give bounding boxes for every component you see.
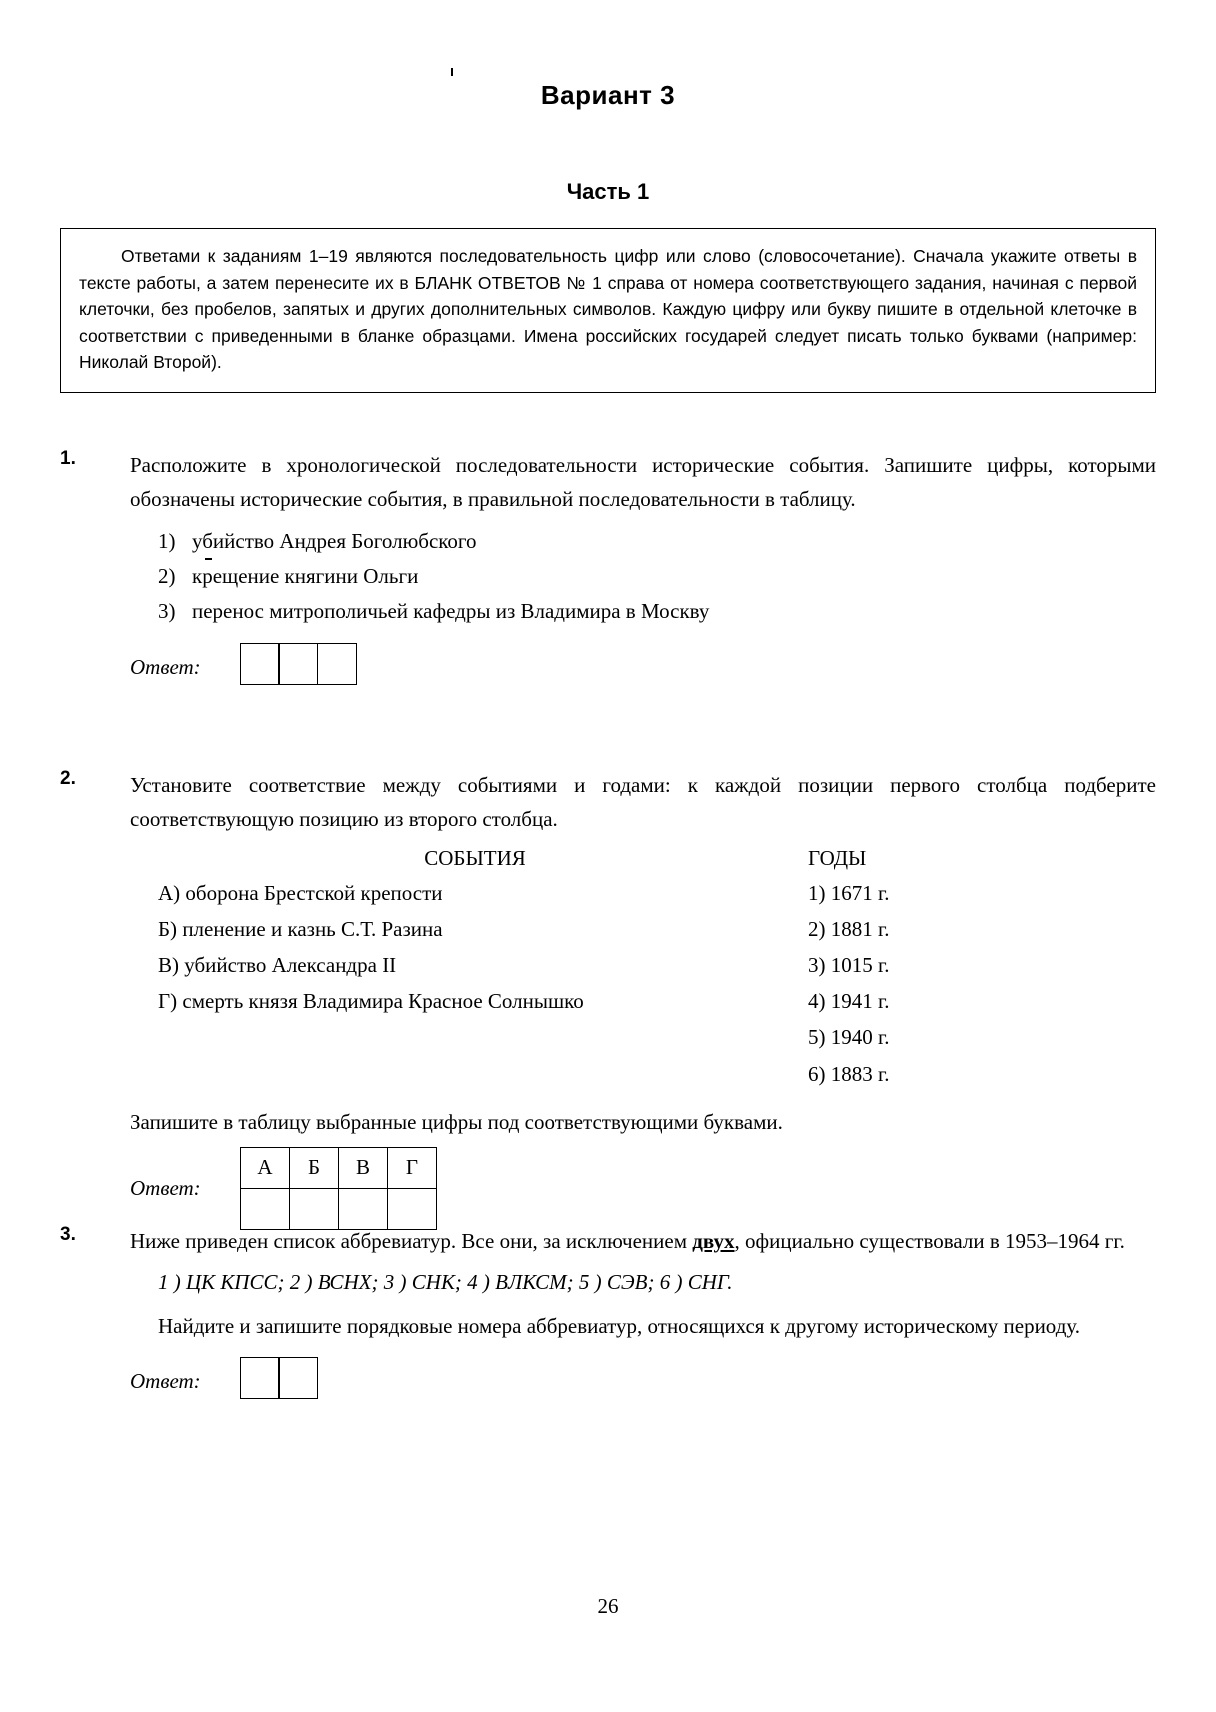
- event-item: [130, 875, 750, 911]
- column-header-events: СОБЫТИЯ: [424, 846, 526, 871]
- year-text: 1940 г.: [830, 1025, 890, 1050]
- task-3-prompt-part2: , официально существовали в 1953–1964 гг.: [734, 1229, 1125, 1253]
- event-item: [130, 983, 750, 1019]
- task-2-instruction-after: Запишите в таблицу выбранные цифры под соответствующими буквами.: [130, 1109, 783, 1134]
- year-text: 1881 г.: [830, 917, 890, 942]
- grid-letter-cell: Б: [290, 1147, 339, 1188]
- answer-cell[interactable]: [278, 643, 318, 685]
- year-text: 1015 г.: [830, 953, 890, 978]
- task-3: [60, 1224, 1156, 1399]
- year-item: [750, 983, 1050, 1019]
- option-number: 2): [158, 563, 176, 588]
- list-item: [130, 559, 1156, 594]
- year-number: 2): [808, 917, 826, 942]
- task-3-abbreviation-list: 1 ) ЦК КПСС; 2 ) ВСНХ; 3 ) СНК; 4 ) ВЛКСМ; 5 ) СЭВ; 6 ) СНГ.: [158, 1270, 733, 1295]
- event-letter: Б): [158, 917, 178, 942]
- matching-headers: [130, 846, 1156, 871]
- task-3-find-instruction: [130, 1309, 1156, 1343]
- task-3-prompt-part1: Ниже приведен список аббревиатур. Все они, за исключением: [130, 1229, 693, 1253]
- task-3-answer-cells[interactable]: [240, 1357, 318, 1399]
- event-letter: В): [158, 953, 179, 978]
- year-item: [750, 1056, 1050, 1092]
- table-row: [130, 1019, 1156, 1055]
- task-3-body: [130, 1224, 1156, 1399]
- year-item: [750, 1019, 1050, 1055]
- column-header-years: ГОДЫ: [808, 846, 867, 871]
- answer-label: Ответ:: [130, 654, 201, 679]
- answer-cell[interactable]: [317, 643, 357, 685]
- print-tick-mark: [451, 68, 453, 76]
- year-text: 1883 г.: [830, 1061, 890, 1086]
- event-text: смерть князя Владимира Красное Солнышко: [182, 989, 584, 1014]
- page-title: Вариант 3: [540, 80, 676, 110]
- task-2-body: [130, 768, 1156, 1230]
- year-number: 5): [808, 1025, 826, 1050]
- year-item: [750, 911, 1050, 947]
- task-3-prompt-emphasis: двух: [692, 1229, 735, 1253]
- grid-letter-cell: Г: [388, 1147, 437, 1188]
- page-number: 26: [597, 1594, 619, 1618]
- event-item: [130, 947, 750, 983]
- task-3-number: 3.: [60, 1224, 76, 1245]
- task-1-answer-row: [130, 643, 1156, 685]
- task-1-body: [130, 448, 1156, 685]
- year-item: [750, 875, 1050, 911]
- option-number: 3): [158, 598, 176, 623]
- table-row: [130, 947, 1156, 983]
- table-row: [130, 983, 1156, 1019]
- event-letter: А): [158, 881, 181, 906]
- answer-cell[interactable]: [240, 1357, 280, 1399]
- event-text: убийство Александра II: [184, 953, 397, 978]
- task-1-number: 1.: [60, 448, 76, 469]
- event-item-empty: [130, 1019, 750, 1055]
- task-2-answer-row: [130, 1147, 1156, 1230]
- task-1: [60, 448, 1156, 685]
- table-row: [130, 875, 1156, 911]
- year-number: 1): [808, 881, 826, 906]
- task-3-prompt: [130, 1224, 1156, 1258]
- event-text: оборона Брестской крепости: [185, 881, 443, 906]
- answer-label: Ответ:: [130, 1175, 201, 1200]
- task-2-answer-grid[interactable]: [240, 1147, 437, 1230]
- answer-cell[interactable]: [240, 643, 280, 685]
- grid-letter-cell: В: [339, 1147, 388, 1188]
- year-text: 1941 г.: [830, 989, 890, 1014]
- year-number: 4): [808, 989, 826, 1014]
- year-text: 1671 г.: [830, 881, 890, 906]
- year-number: 6): [808, 1061, 826, 1086]
- year-number: 3): [808, 953, 826, 978]
- table-row: [130, 911, 1156, 947]
- answer-label: Ответ:: [130, 1369, 201, 1394]
- task-2: [60, 768, 1156, 1230]
- grid-letter-cell: А: [241, 1147, 290, 1188]
- event-item: [130, 911, 750, 947]
- event-text: пленение и казнь С.Т. Разина: [182, 917, 443, 942]
- event-item-empty: [130, 1056, 750, 1092]
- option-text: перенос митрополичьей кафедры из Владимира в Москву: [192, 598, 710, 623]
- table-row: [130, 1056, 1156, 1092]
- task-2-prompt: Установите соответствие между событиями и годами: к каждой позиции первого столбца подберите соответствующую позицию из второго столбца.: [130, 773, 1156, 832]
- grid-header-row: [241, 1147, 437, 1188]
- list-item: [130, 594, 1156, 629]
- task-2-number: 2.: [60, 768, 76, 789]
- task-3-find-part1: Найдите и запишите: [158, 1314, 347, 1339]
- option-text: убийство Андрея Боголюбского: [192, 529, 477, 554]
- task-1-answer-cells[interactable]: [240, 643, 357, 685]
- list-item: [130, 524, 1156, 559]
- task-3-answer-row: [130, 1357, 1156, 1399]
- option-text: крещение княгини Ольги: [192, 563, 419, 588]
- task-1-options: [130, 524, 1156, 629]
- task-3-find-part2: аббревиатур, относящихся к другому историческому периоду.: [521, 1314, 1081, 1339]
- task-3-find-emphasis: порядковые номера: [346, 1314, 522, 1339]
- instruction-box: [60, 228, 1156, 393]
- task-1-prompt: Расположите в хронологической последовательности исторические события. Запишите цифры, которыми обозначены исторические события, в правильной последовательности в таблицу.: [130, 453, 1156, 512]
- answer-cell[interactable]: [278, 1357, 318, 1399]
- task-2-matching-table: [130, 846, 1156, 1092]
- option-number: 1): [158, 529, 176, 554]
- part-heading: Часть 1: [566, 179, 650, 204]
- instruction-text: Ответами к заданиям 1–19 являются последовательность цифр или слово (словосочетание). Сначала укажите ответы в тексте работы, а затем перенесите их в БЛАНК ОТВЕТОВ № 1 справа от номера соответствующего задания, начиная с первой клеточки, без пробелов, запятых и других дополнительных символов. Каждую цифру или букву пишите в отдельной клеточке в соответствии с приведенными в бланке образцами. Имена российских государей следует писать только буквами (например: Николай Второй).: [79, 246, 1137, 373]
- print-tick-mark-2: [205, 558, 212, 560]
- event-letter: Г): [158, 989, 178, 1014]
- year-item: [750, 947, 1050, 983]
